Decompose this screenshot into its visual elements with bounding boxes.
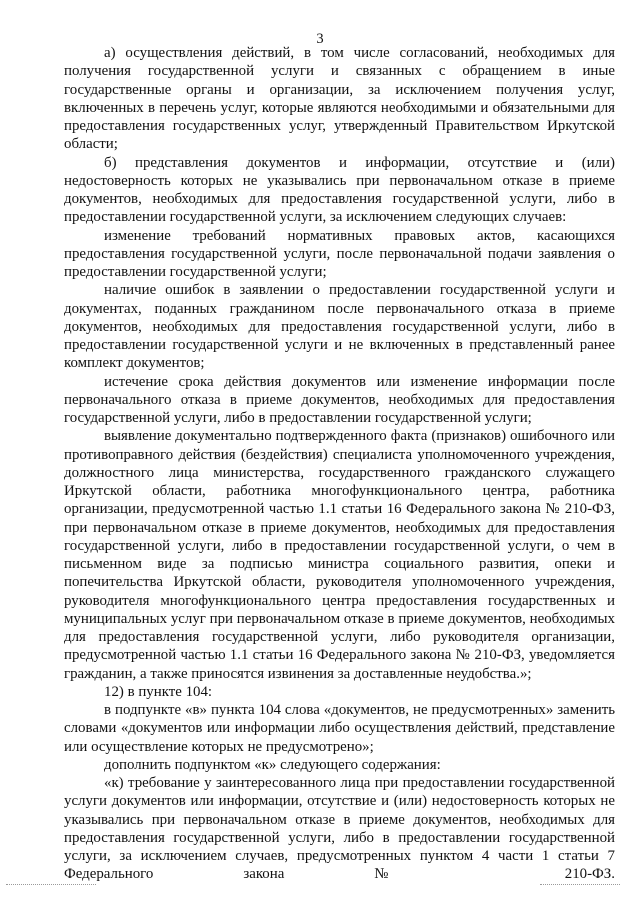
paragraph-a-actions: а) осуществления действий, в том числе согласований, необходимых для получения государственной услуги и связанных с обращением в иные государственные органы и организации, за исключением получения услуг, включенных в перечень услуг, которые являются необходимыми и обязательными для предоставления государственных услуг, утвержденный Правительством Иркутской области; — [64, 45, 615, 153]
amendment-subpoint-v: в подпункте «в» пункта 104 слова «документов, не предусмотренных» заменить словами «документов или информации либо осуществления действий, представление или осуществление которых не предусмотрено»; — [64, 702, 615, 755]
footer-dotted-rule-right — [540, 884, 620, 885]
exception-official-misconduct: выявление документально подтвержденного факта (признаков) ошибочного или противоправного действия (бездействия) специалиста уполномоченного учреждения, должностного лица министерства, государственного гражданского служащего Иркутской области, работника многофункционального центра, работника организации, предусмотренной частью 1.1 статьи 16 Федерального закона № 210-ФЗ, при первоначальном отказе в приеме документов, необходимых для предоставления государственной услуги, либо в предоставлении государственной услуги, о чем в письменном виде за подписью министра социального развития, опеки и попечительства Иркутской области, руководителя уполномоченного учреждения, руководителя многофункционального центра предоставления государственных и муниципальных услуг при первоначальном отказе в приеме документов, необходимых для предоставления государственной услуги, либо руководителя организации, предусмотренной частью 1.1 статьи 16 Федерального закона № 210-ФЗ, уведомляется гражданин, а также приносятся извинения за доставленные неудобства.»; — [64, 428, 615, 682]
amendment-add-subpoint-k: дополнить подпунктом «к» следующего содержания: — [104, 756, 441, 773]
paragraph-b-documents: б) представления документов и информации, отсутствие и (или) недостоверность которых не указывались при первоначальном отказе в приеме документов, необходимых для предоставления государственной услуги, либо в предоставлении государственной услуги, за исключением следующих случаев: — [64, 154, 615, 226]
page-number: 3 — [316, 31, 324, 47]
exception-application-errors: наличие ошибок в заявлении о предоставлении государственной услуги и документах, поданных гражданином после первоначального отказа в приеме документов, необходимых для предоставления государственной услуги, либо в предоставлении государственной услуги и не включенных в представленный ранее комплект документов; — [64, 282, 615, 372]
footer-dotted-rule-left — [6, 884, 96, 885]
exception-document-expiry: истечение срока действия документов или изменение информации после первоначального отказа в приеме документов, необходимых для предоставления государственной услуги, либо в предоставлении государственной услуги; — [64, 373, 615, 426]
subpoint-k-text: «к) требование у заинтересованного лица при предоставлении государственной услуги документов или информации, отсутствие и (или) недостоверность которых не указывались при первоначальном отказе в приеме документов, необходимых для предоставления государственной услуги, либо в предоставлении государственной услуги, за исключением случаев, предусмотренных пунктом 4 части 1 статьи 7 Федерального закона № 210-ФЗ. — [64, 775, 615, 883]
amendment-point-12: 12) в пункте 104: — [104, 683, 213, 700]
document-body — [64, 44, 615, 884]
exception-requirements-change: изменение требований нормативных правовых актов, касающихся предоставления государственной услуги, после первоначальной подачи заявления о предоставлении государственной услуги; — [64, 227, 615, 280]
